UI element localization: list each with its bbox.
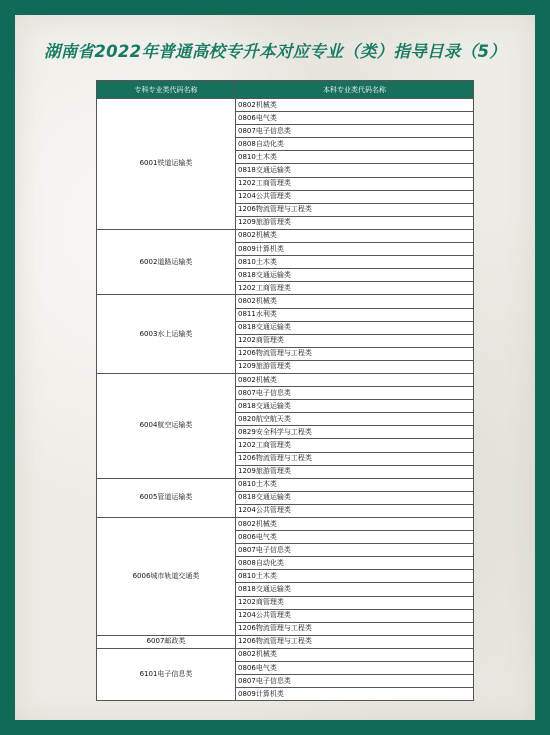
undergraduate-major-cell: 1202工商管理类 [236,177,474,190]
undergraduate-major-cell: 0810土木类 [236,478,474,491]
undergraduate-major-cell: 0818交通运输类 [236,583,474,596]
undergraduate-major-cell: 0810土木类 [236,256,474,269]
undergraduate-major-cell: 0802机械类 [236,373,474,386]
undergraduate-major-cell: 1206物流管理与工程类 [236,347,474,360]
undergraduate-major-cell: 0802机械类 [236,229,474,242]
table-row [97,518,474,531]
undergraduate-major-cell: 0806电气类 [236,662,474,675]
undergraduate-major-cell: 1202工商管理类 [236,439,474,452]
major-catalog-table [96,80,474,701]
undergraduate-major-cell: 0802机械类 [236,518,474,531]
undergraduate-major-cell: 1202商管理类 [236,334,474,347]
vocational-major-cell: 6006城市轨道交通类 [97,518,236,636]
table-row [97,229,474,242]
undergraduate-major-cell: 1206物流管理与工程类 [236,203,474,216]
undergraduate-major-cell: 0811水利类 [236,308,474,321]
table-row [97,648,474,661]
undergraduate-major-cell: 0818交通运输类 [236,321,474,334]
table-row [97,478,474,491]
undergraduate-major-cell: 0810土木类 [236,151,474,164]
undergraduate-major-cell: 0806电气类 [236,112,474,125]
undergraduate-major-cell: 0818交通运输类 [236,491,474,504]
undergraduate-major-cell: 0806电气类 [236,531,474,544]
undergraduate-major-cell: 0829安全科学与工程类 [236,426,474,439]
undergraduate-major-cell: 0802机械类 [236,99,474,112]
table-body [97,99,474,701]
undergraduate-major-cell: 1204公共管理类 [236,190,474,203]
undergraduate-major-cell: 0807电子信息类 [236,675,474,688]
vocational-major-cell: 6007邮政类 [97,635,236,648]
undergraduate-major-cell: 1206物流管理与工程类 [236,635,474,648]
undergraduate-major-cell: 0820航空航天类 [236,413,474,426]
header-undergraduate-major: 本科专业类代码名称 [236,81,474,99]
table-row [97,373,474,386]
vocational-major-cell: 6002道路运输类 [97,229,236,294]
table-row [97,295,474,308]
undergraduate-major-cell: 1209旅游管理类 [236,216,474,229]
undergraduate-major-cell: 0818交通运输类 [236,400,474,413]
undergraduate-major-cell: 1202商管理类 [236,596,474,609]
undergraduate-major-cell: 0809计算机类 [236,243,474,256]
vocational-major-cell: 6004航空运输类 [97,373,236,478]
undergraduate-major-cell: 0802机械类 [236,648,474,661]
undergraduate-major-cell: 1209旅游管理类 [236,360,474,373]
undergraduate-major-cell: 0807电子信息类 [236,387,474,400]
vocational-major-cell: 6005管道运输类 [97,478,236,517]
undergraduate-major-cell: 0808自动化类 [236,557,474,570]
undergraduate-major-cell: 1206物流管理与工程类 [236,622,474,635]
undergraduate-major-cell: 0807电子信息类 [236,544,474,557]
undergraduate-major-cell: 1204公共管理类 [236,609,474,622]
vocational-major-cell: 6003水上运输类 [97,295,236,374]
undergraduate-major-cell: 1204公共管理类 [236,504,474,517]
table-row [97,99,474,112]
undergraduate-major-cell: 0818交通运输类 [236,164,474,177]
undergraduate-major-cell: 1206物流管理与工程类 [236,452,474,465]
undergraduate-major-cell: 0818交通运输类 [236,269,474,282]
undergraduate-major-cell: 0809计算机类 [236,688,474,701]
undergraduate-major-cell: 0807电子信息类 [236,125,474,138]
vocational-major-cell: 6101电子信息类 [97,648,236,700]
table-row [97,635,474,648]
table-header-row [97,81,474,99]
header-vocational-major: 专科专业类代码名称 [97,81,236,99]
undergraduate-major-cell: 0808自动化类 [236,138,474,151]
undergraduate-major-cell: 0810土木类 [236,570,474,583]
undergraduate-major-cell: 0802机械类 [236,295,474,308]
vocational-major-cell: 6001铁道运输类 [97,99,236,230]
page-title: 湖南省2022年普通高校专升本对应专业（类）指导目录（5） [43,42,507,61]
undergraduate-major-cell: 1209旅游管理类 [236,465,474,478]
undergraduate-major-cell: 1202工商管理类 [236,282,474,295]
